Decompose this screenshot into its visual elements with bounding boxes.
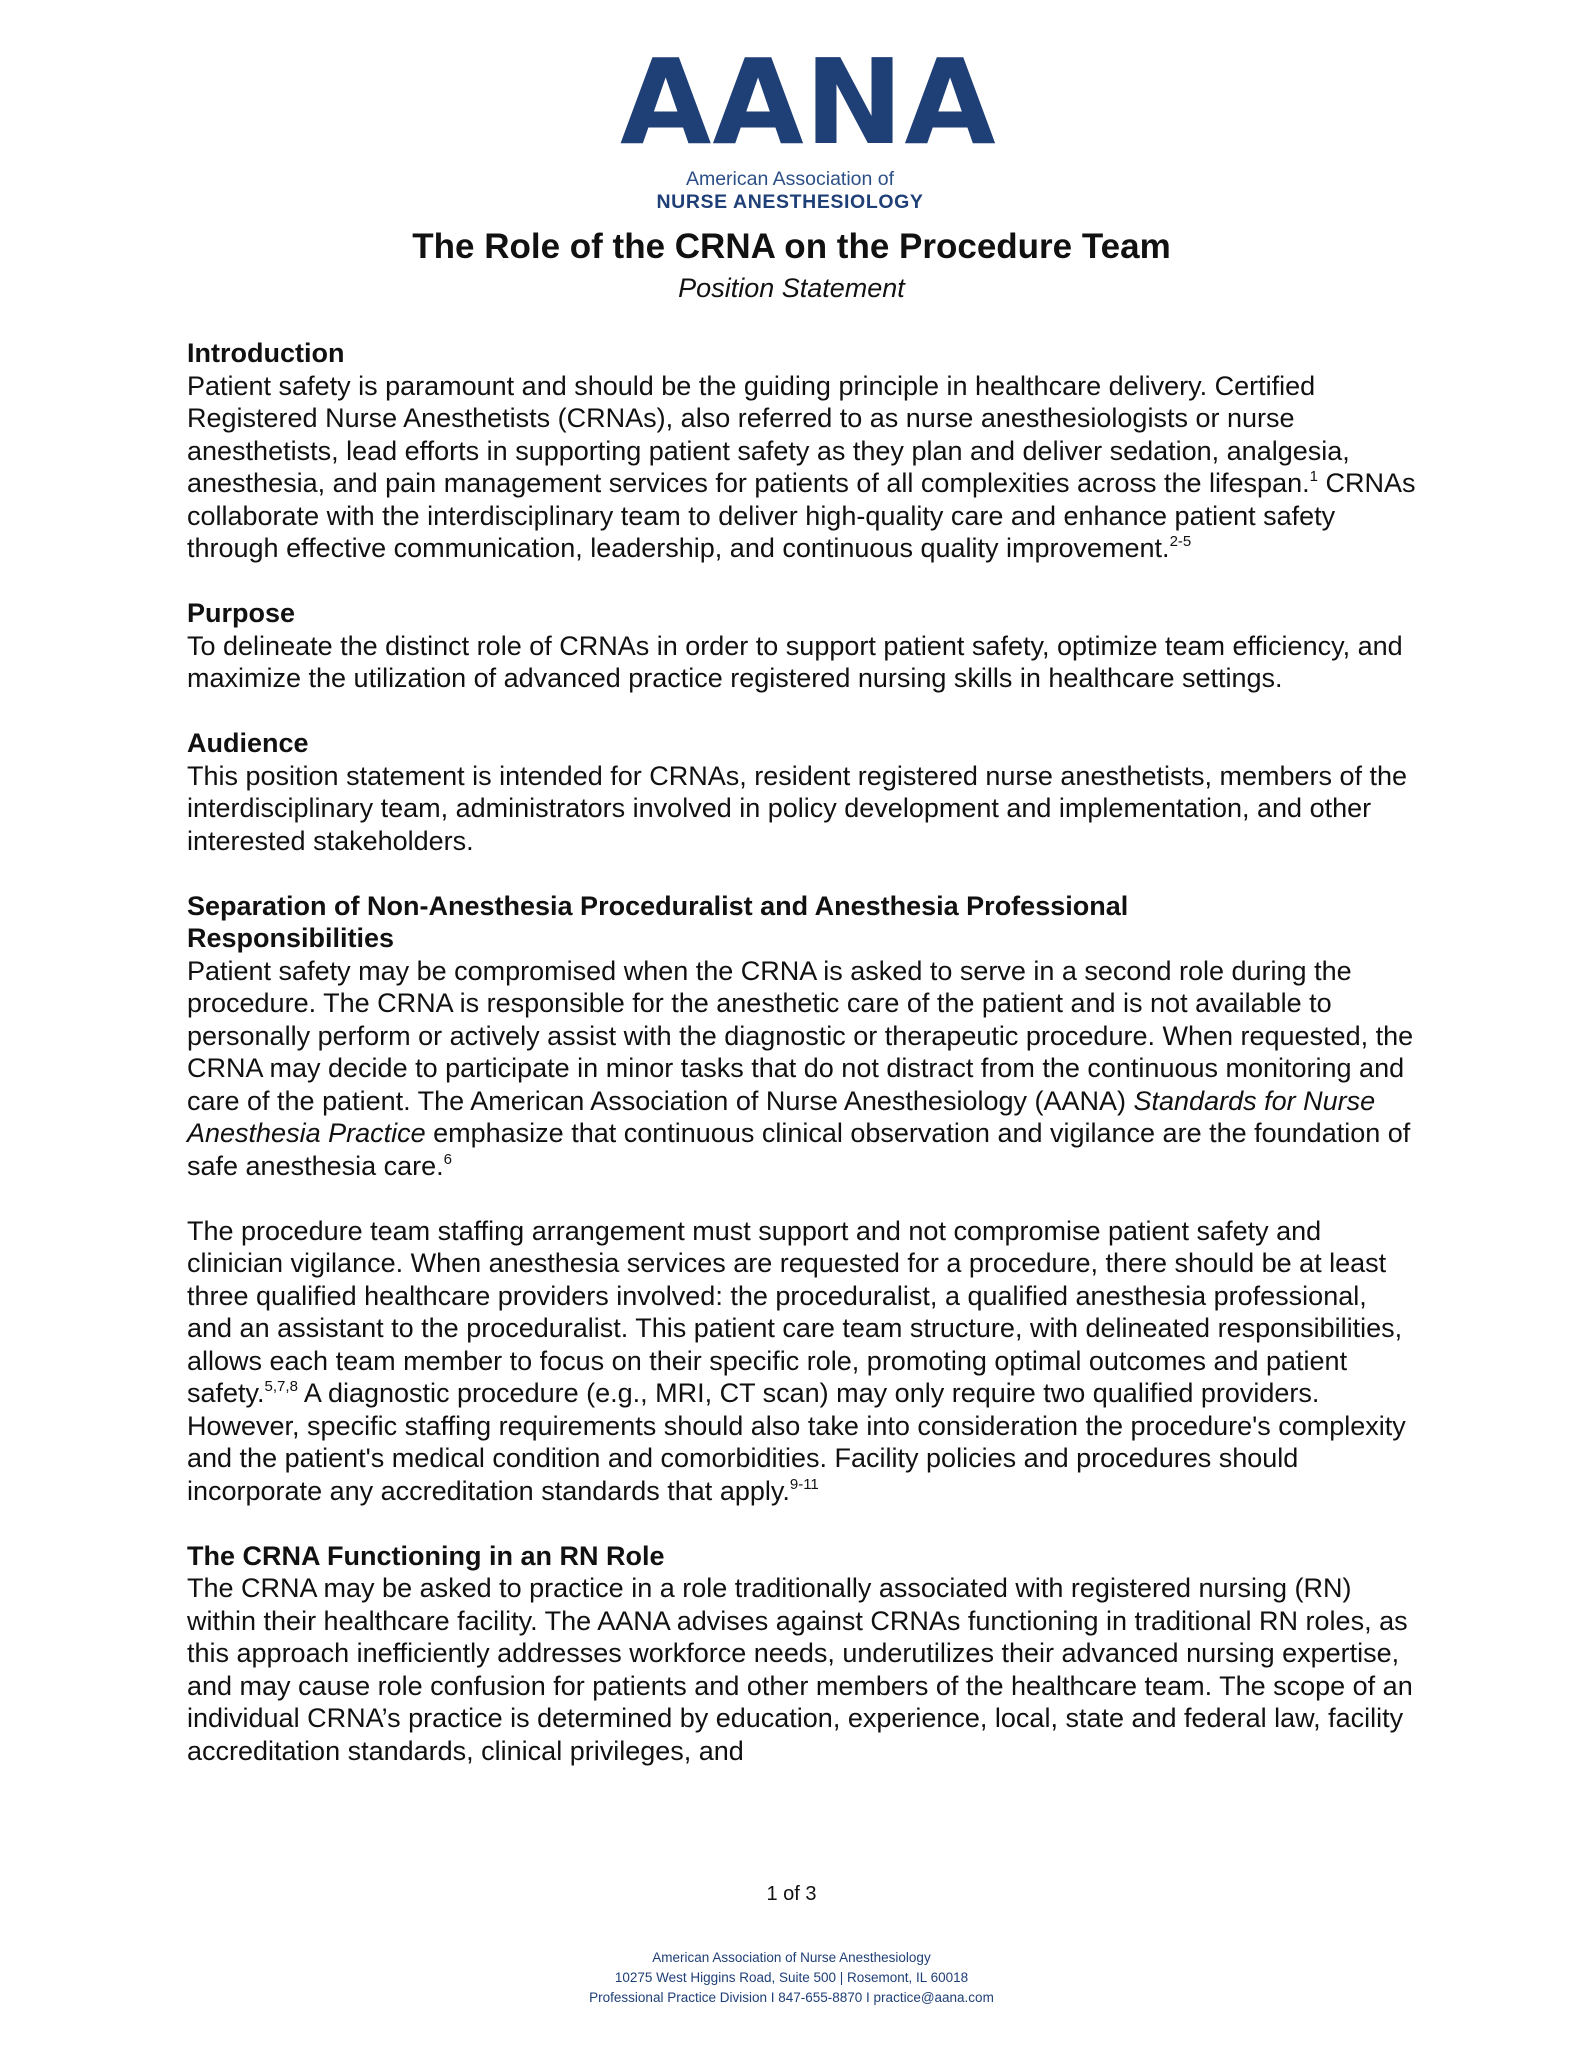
paragraph-rn-role: The CRNA may be asked to practice in a role traditionally associated with registered nursing (RN) within their healthcare facility. The AANA advises against CRNAs functioning in traditional RN roles, as this approach inefficiently addresses workforce needs, underutilizes their advanced nursing expertise, and may cause role confusion for patients and other members of the healthcare team. The scope of an individual CRNA’s practice is determined by education, experience, local, state and federal law, facility accreditation standards, clinical privileges, and bbox=[187, 1573, 1413, 1766]
paragraph-purpose: To delineate the distinct role of CRNAs in order to support patient safety, optimize team efficiency, and maximize the utilization of advanced practice registered nursing skills in healthcare settings. bbox=[187, 630, 1403, 693]
intro-text-b: CRNAs collaborate with the interdisciplinary team to deliver high-quality care and enhance patient safety through effective communication, leadership, and continuous quality improvement. bbox=[187, 468, 1416, 563]
footnote-ref: 6 bbox=[443, 1150, 453, 1168]
logo-mark: AANA bbox=[620, 33, 997, 171]
separation-p2-text-a: The procedure team staffing arrangement must support and not compromise patient safety and clinician vigilance. When anesthesia services are requested for a procedure, there should be at least three qualified healthcare providers involved: the proceduralist, a qualified anesthesia professional, and an assistant to the proceduralist. This patient care team structure, with delineated responsibilities, allows each team member to focus on their specific role, promoting optimal outcomes and patient safety. bbox=[187, 1215, 1403, 1408]
heading-separation-line2: Responsibilities bbox=[187, 923, 395, 953]
page-footer bbox=[0, 1948, 1583, 2008]
separation-p1-text-a: Patient safety may be compromised when the CRNA is asked to serve in a second role during the procedure. The CRNA is responsible for the anesthetic care of the patient and is not available to personally perform or actively assist with the diagnostic or therapeutic procedure. When requested, the CRNA may decide to participate in minor tasks that do not distract from the continuous monitoring and care of the patient. The American Association of Nurse Anesthesiology (AANA) bbox=[187, 955, 1414, 1116]
paragraph-introduction bbox=[187, 370, 1417, 565]
document-body bbox=[187, 337, 1417, 1800]
heading-rn-role: The CRNA Functioning in an RN Role bbox=[187, 1540, 665, 1571]
footnote-ref: 2-5 bbox=[1169, 533, 1192, 550]
separation-p2-text-b: A diagnostic procedure (e.g., MRI, CT scan) may only require two qualified providers. However, specific staffing requirements should also take into consideration the procedure's complexity and the patient's medical condition and comorbidities. Facility policies and procedures should incorporate any accreditation standards that apply. bbox=[187, 1378, 1406, 1506]
footnote-ref: 1 bbox=[1309, 468, 1318, 485]
footer-address: 10275 West Higgins Road, Suite 500 | Rosemont, IL 60018 bbox=[614, 1970, 969, 1985]
footer-org-name: American Association of Nurse Anesthesiology bbox=[652, 1950, 931, 1965]
heading-separation bbox=[187, 890, 1417, 955]
aana-logo bbox=[620, 33, 997, 214]
heading-separation-line1: Separation of Non-Anesthesia Proceduralist and Anesthesia Professional bbox=[187, 890, 1129, 921]
paragraph-audience: This position statement is intended for CRNAs, resident registered nurse anesthetists, members of the interdisciplinary team, administrators involved in policy development and implementation, and other interested stakeholders. bbox=[187, 760, 1408, 856]
page-number: 1 of 3 bbox=[766, 1883, 817, 1905]
document-subtitle: Position Statement bbox=[678, 273, 905, 303]
document-title: The Role of the CRNA on the Procedure Team bbox=[412, 227, 1171, 266]
heading-purpose: Purpose bbox=[187, 598, 296, 628]
intro-text-a: Patient safety is paramount and should be the guiding principle in healthcare delivery. Certified Registered Nurse Anesthetists (CRNAs), also referred to as nurse anesthesiologists or nurse anesthetists, lead efforts in supporting patient safety as they plan and deliver sedation, analgesia, anesthesia, and pain management services for patients of all complexities across the lifespan. bbox=[187, 370, 1350, 498]
footnote-ref: 5,7,8 bbox=[264, 1378, 298, 1395]
heading-audience: Audience bbox=[187, 728, 309, 758]
heading-introduction: Introduction bbox=[187, 338, 345, 368]
footnote-ref: 9-11 bbox=[789, 1475, 819, 1493]
paragraph-separation-1 bbox=[187, 955, 1417, 1183]
logo-subtitle-line1: American Association of bbox=[685, 168, 895, 190]
paragraph-separation-2 bbox=[187, 1215, 1417, 1508]
logo-subtitle-line2: NURSE ANESTHESIOLOGY bbox=[656, 191, 924, 213]
standards-title-italic: Standards for Nurse Anesthesia Practice bbox=[187, 1085, 1376, 1148]
footer-contact: Professional Practice Division I 847-655-8870 I practice@aana.com bbox=[589, 1990, 994, 2005]
separation-p1-text-b: emphasize that continuous clinical observation and vigilance are the foundation of safe anesthesia care. bbox=[187, 1118, 1411, 1181]
